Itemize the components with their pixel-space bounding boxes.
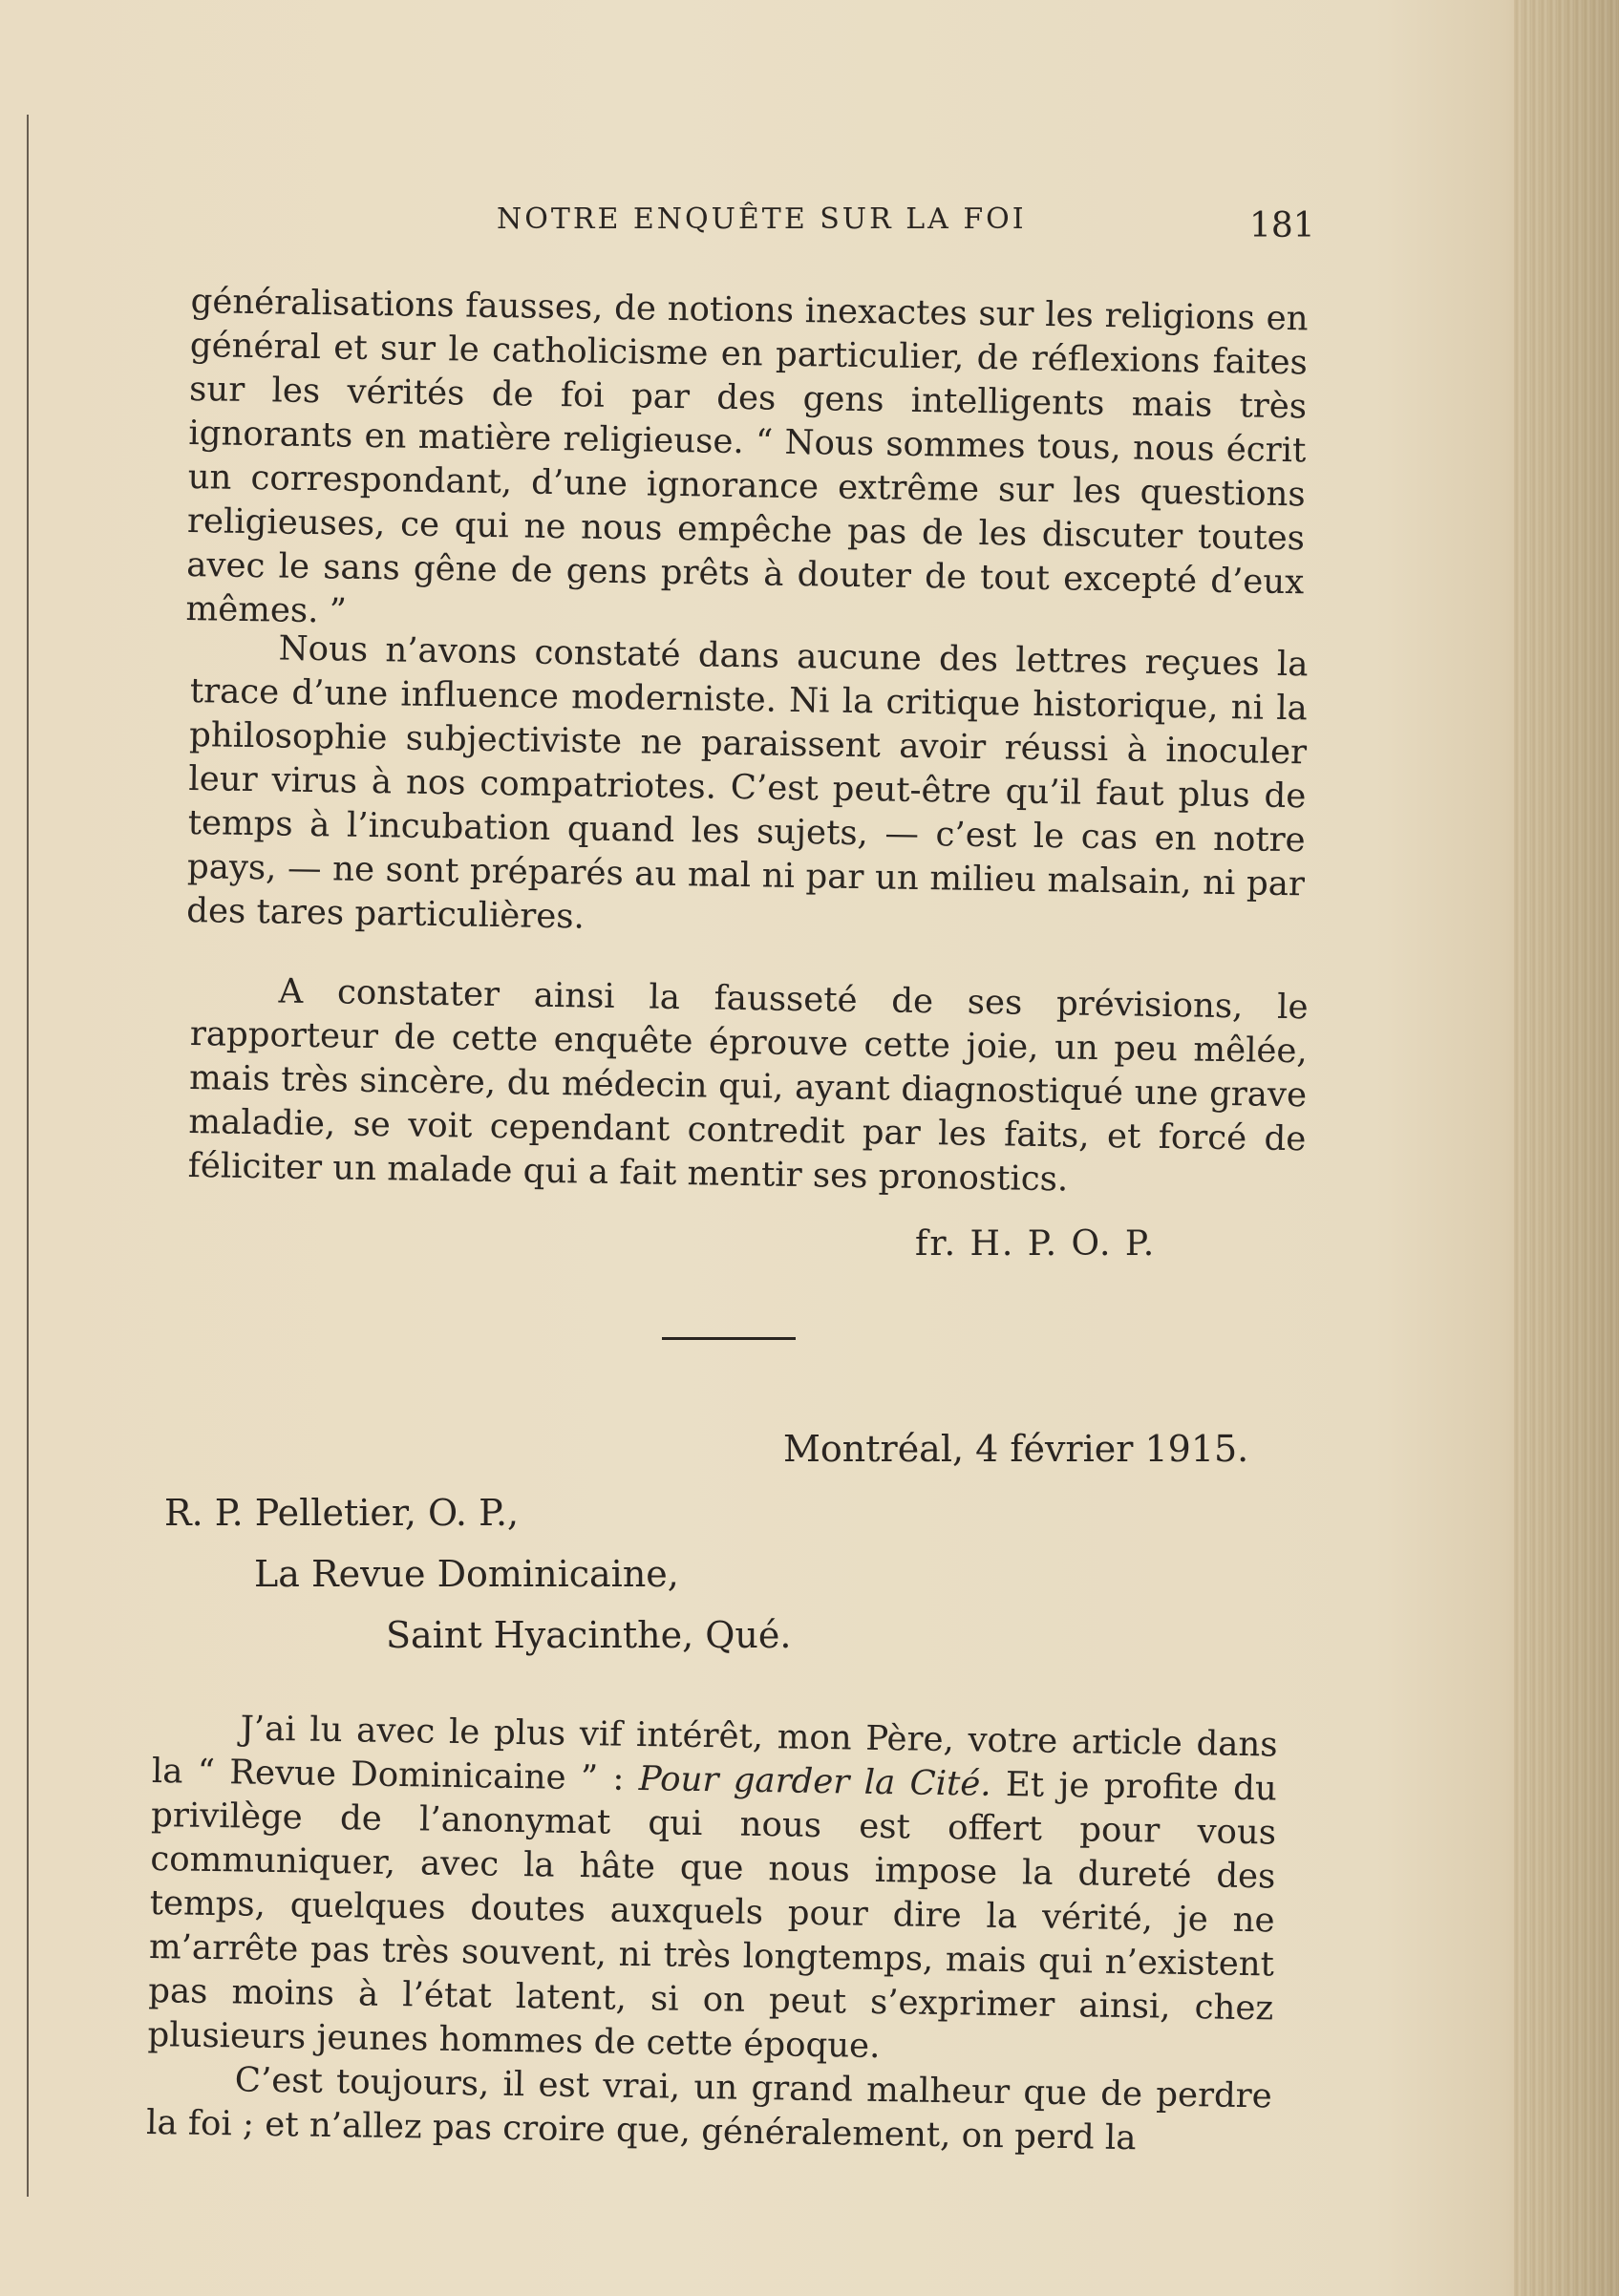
paragraph-text: Nous n’avons constaté dans aucune des lettres reçues la trace d’une influence moderniste. Ni la critique historique, ni la philosophie subjectiviste ne paraissent avoir réussi à inoculer leur virus à nos compatriotes. C’est peut-être qu’il faut plus de temps à l’incubation quand les sujets, — c’est le cas en notre pays, — ne sont préparés au mal ni par un milieu malsain, ni par des tares particulières. [185, 628, 1309, 937]
letter-paragraph-2: C’est toujours, il est vrai, un grand malheur que de perdre la foi ; et n’allez pas croire que, généralement, on perd la [145, 2060, 1273, 2158]
letter-dateline: Montréal, 4 février 1915. [783, 1428, 1249, 1470]
paragraph-text: généralisations fausses, de notions inexactes sur les religions en général et sur le catholicisme en particulier, de réflexions faites sur les vérités de foi par des gens intelligents mais très ignorants en matière religieuse. “ Nous sommes tous, nous écrit un correspondant, d’une ignorance extrême sur les questions religieuses, ce qui ne nous empêche pas de les discuter toutes avec le sans gêne de gens prêts à douter de tout excepté d’eux mêmes. ” [185, 281, 1309, 631]
recipient-publication: La Revue Dominicaine, [254, 1553, 679, 1595]
page-number: 181 [1249, 206, 1315, 245]
article-title: Pour garder la Cité. [638, 1759, 991, 1804]
page-edge-shadow [1514, 0, 1619, 2296]
author-signature: fr. H. P. O. P. [915, 1224, 1157, 1264]
running-head: NOTRE ENQUÊTE SUR LA FOI [497, 202, 1027, 236]
paragraph-text: A constater ainsi la fausseté de ses prévisions, le rapporteur de cette enquête éprouve cette joie, un peu mêlée, mais très sincère, du médecin qui, ayant diagnostiqué une grave maladie, se voit cependant contredit par les faits, et forcé de féliciter un malade qui a fait mentir ses pronostics. [187, 971, 1309, 1200]
article-paragraph-2 [186, 626, 1309, 950]
recipient-location: Saint Hyacinthe, Qué. [386, 1614, 792, 1656]
margin-line [27, 115, 29, 2197]
recipient-name: R. P. Pelletier, O. P., [164, 1492, 520, 1534]
letter-text: Et je profite du privilège de l’anonymat qui nous est offert pour vous communiquer, avec la hâte que nous impose la dureté des temps, quelques doutes auxquels pour dire la vérité, je ne m’arrête pas très souvent, ni très longtemps, mais qui n’existent pas moins à l’état latent, si on peut s’exprimer ainsi, chez plusieurs jeunes hommes de cette époque. [147, 1764, 1278, 2067]
letter-paragraph-1 [147, 1706, 1278, 2074]
article-paragraph-3 [187, 968, 1308, 1205]
letter-text: J’ai lu avec le plus vif intérêt, mon Père, votre article dans la “ Revue Dominicaine ” : [151, 1709, 1278, 1798]
article-paragraph-1 [185, 280, 1309, 648]
letter-body [146, 1706, 1278, 2162]
section-divider [662, 1337, 796, 1340]
